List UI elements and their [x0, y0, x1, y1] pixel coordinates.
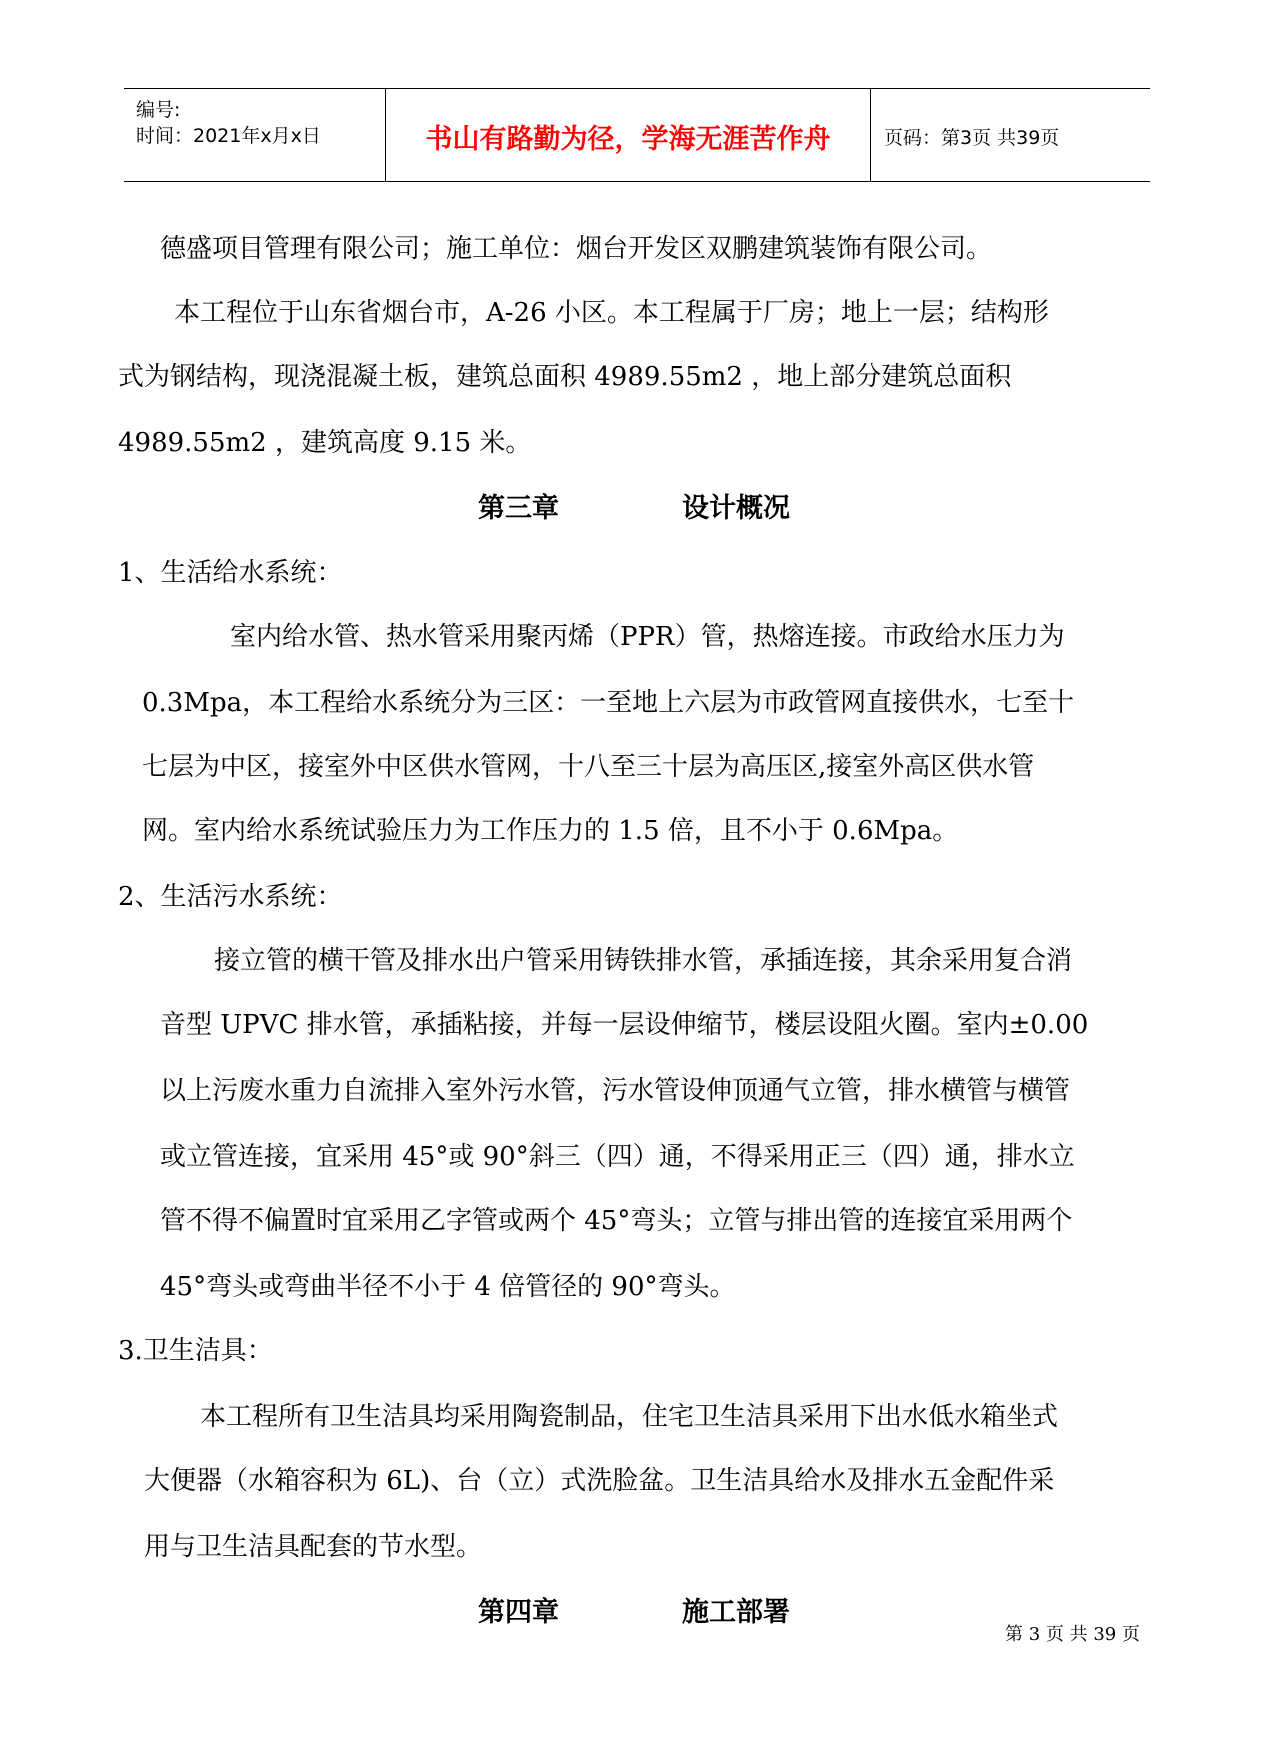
paragraph-line: 以上污废水重力自流排入室外污水管，污水管设伸顶通气立管，排水横管与横管 [160, 1076, 1071, 1106]
chapter-number: 第三章 [478, 493, 559, 524]
chapter-number: 第四章 [478, 1597, 559, 1628]
paragraph-line: 音型 UPVC 排水管，承插粘接，并每一层设伸缩节，楼层设阻火圈。室内±0.00 [160, 1010, 1089, 1040]
chapter-title: 施工部署 [682, 1597, 790, 1628]
header-meta-cell [124, 89, 384, 181]
header-motto-cell [385, 89, 871, 181]
chapter-title: 设计概况 [682, 493, 790, 524]
section-title: 2、生活污水系统： [118, 882, 343, 912]
motto-text: 书山有路勤为径，学海无涯苦作舟 [425, 124, 831, 155]
paragraph-line: 七层为中区，接室外中区供水管网，十八至三十层为高压区,接室外高区供水管 [142, 752, 1035, 782]
paragraph-line: 0.3Mpa，本工程给水系统分为三区：一至地上六层为市政管网直接供水，七至十 [142, 688, 1075, 718]
page-footer: 第 3 页 共 39 页 [1005, 1624, 1140, 1645]
paragraph-line: 本工程所有卫生洁具均采用陶瓷制品，住宅卫生洁具采用下出水低水箱坐式 [200, 1402, 1059, 1432]
paragraph-line: 或立管连接，宜采用 45°或 90°斜三（四）通，不得采用正三（四）通，排水立 [160, 1142, 1075, 1172]
paragraph-line: 德盛项目管理有限公司；施工单位：烟台开发区双鹏建筑装饰有限公司。 [160, 234, 993, 264]
paragraph-line: 用与卫生洁具配套的节水型。 [144, 1532, 483, 1562]
header-page-cell [870, 89, 1150, 181]
paragraph-line: 式为钢结构，现浇混凝土板，建筑总面积 4989.55m2 ，地上部分建筑总面积 [118, 362, 1012, 392]
section-title: 3.卫生洁具： [118, 1336, 273, 1366]
section-title: 1、生活给水系统： [118, 558, 343, 588]
paragraph-line: 网。室内给水系统试验压力为工作压力的 1.5 倍，且不小于 0.6Mpa。 [142, 816, 959, 846]
paragraph-line: 接立管的横干管及排水出户管采用铸铁排水管，承插连接，其余采用复合消 [214, 946, 1073, 976]
paragraph-line: 本工程位于山东省烟台市，A-26 小区。本工程属于厂房；地上一层；结构形 [174, 298, 1049, 328]
document-number-label: 编号: [136, 99, 181, 121]
page-header [124, 88, 1150, 182]
paragraph-line: 4989.55m2 ，建筑高度 9.15 米。 [118, 428, 532, 458]
paragraph-line: 45°弯头或弯曲半径不小于 4 倍管径的 90°弯头。 [160, 1272, 736, 1302]
paragraph-line: 室内给水管、热水管采用聚丙烯（PPR）管，热熔连接。市政给水压力为 [230, 622, 1065, 652]
page-code: 页码：第3页 共39页 [884, 127, 1060, 149]
paragraph-line: 管不得不偏置时宜采用乙字管或两个 45°弯头；立管与排出管的连接宜采用两个 [160, 1206, 1073, 1236]
paragraph-line: 大便器（水箱容积为 6L)、台（立）式洗脸盆。卫生洁具给水及排水五金配件采 [144, 1466, 1055, 1496]
document-date: 时间：2021年x月x日 [136, 125, 321, 147]
